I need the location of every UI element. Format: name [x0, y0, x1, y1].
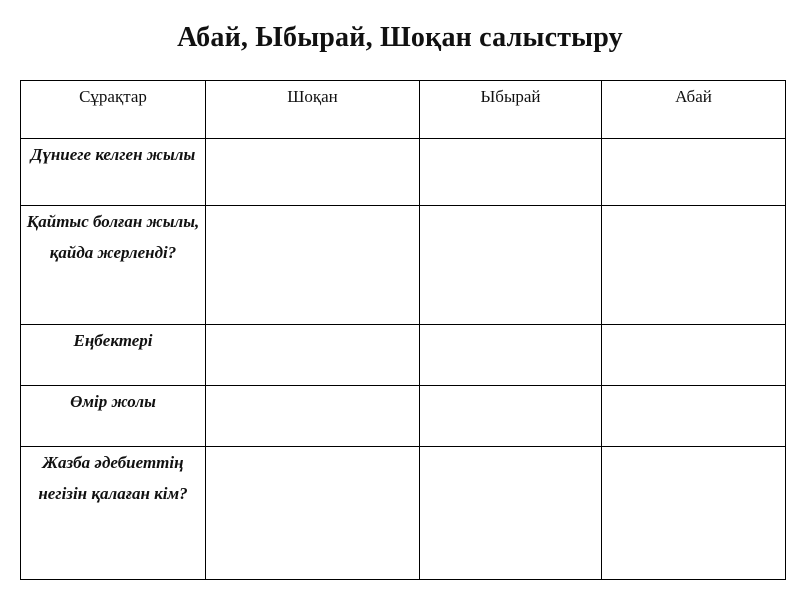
table-row [21, 447, 786, 580]
answer-cell-abai[interactable] [602, 139, 786, 206]
answer-cell-ybyrai[interactable] [420, 447, 602, 580]
row-question: Өмір жолы [21, 386, 206, 447]
column-header-abai: Абай [602, 81, 786, 139]
row-question: Жазба әдебиеттің негізін қалаған кім? [21, 447, 206, 580]
answer-cell-shokan[interactable] [206, 139, 420, 206]
answer-cell-shokan[interactable] [206, 447, 420, 580]
answer-cell-ybyrai[interactable] [420, 139, 602, 206]
answer-cell-abai[interactable] [602, 325, 786, 386]
row-question: Еңбектері [21, 325, 206, 386]
answer-cell-shokan[interactable] [206, 325, 420, 386]
page-title: Абай, Ыбырай, Шоқан салыстыру [177, 22, 623, 53]
answer-cell-ybyrai[interactable] [420, 386, 602, 447]
table-header-row [21, 81, 786, 139]
table-row [21, 139, 786, 206]
column-header-ybyrai: Ыбырай [420, 81, 602, 139]
column-header-questions: Сұрақтар [21, 81, 206, 139]
answer-cell-ybyrai[interactable] [420, 325, 602, 386]
table-row [21, 206, 786, 325]
answer-cell-abai[interactable] [602, 447, 786, 580]
row-question: Дүниеге келген жылы [21, 139, 206, 206]
answer-cell-shokan[interactable] [206, 206, 420, 325]
answer-cell-shokan[interactable] [206, 386, 420, 447]
answer-cell-ybyrai[interactable] [420, 206, 602, 325]
comparison-table [20, 80, 786, 580]
column-header-shokan: Шоқан [206, 81, 420, 139]
answer-cell-abai[interactable] [602, 386, 786, 447]
table-row [21, 386, 786, 447]
answer-cell-abai[interactable] [602, 206, 786, 325]
row-question: Қайтыс болған жылы, қайда жерленді? [21, 206, 206, 325]
table-row [21, 325, 786, 386]
